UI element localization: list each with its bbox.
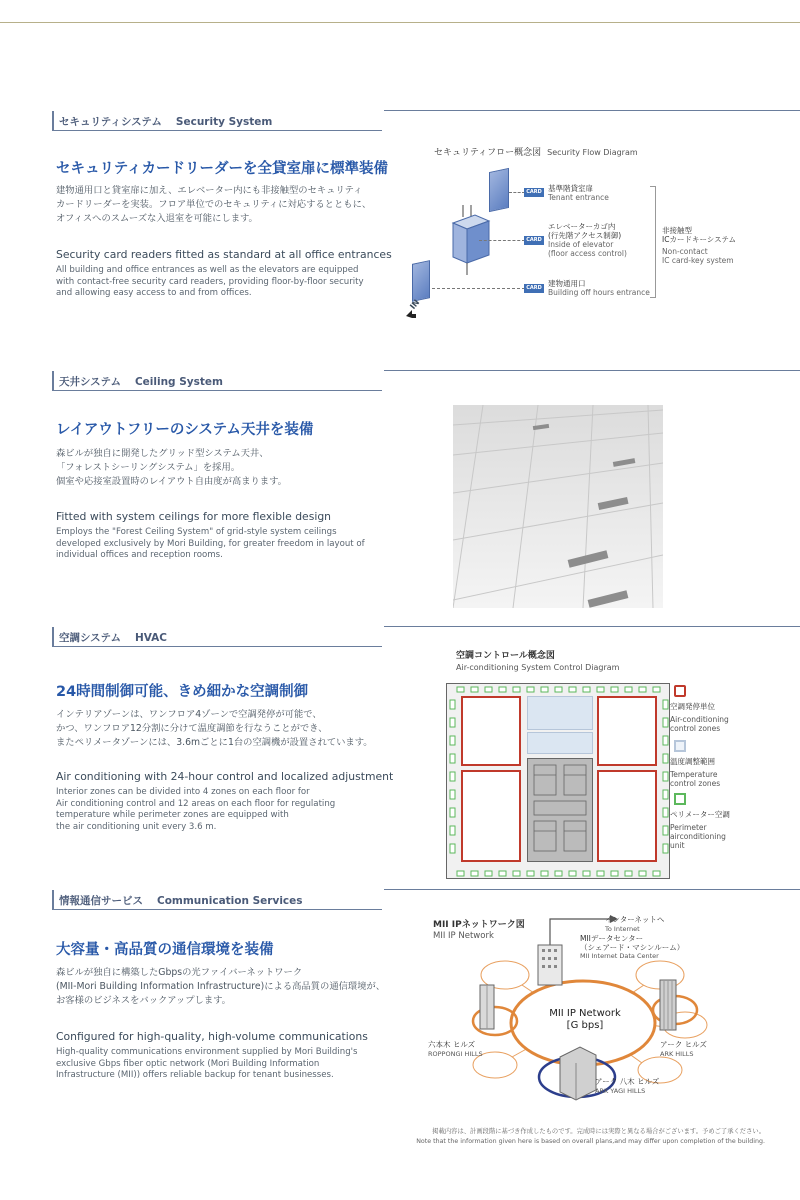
system-en-line: IC card-key system bbox=[662, 256, 734, 265]
system-en-line: Non-contact bbox=[662, 247, 708, 256]
hvac-body-ja bbox=[56, 708, 396, 750]
security-section-rule bbox=[384, 110, 800, 111]
security-header-ja: セキュリティシステム bbox=[59, 116, 162, 128]
legend-en: airconditioning bbox=[670, 832, 726, 841]
ceiling-section-header bbox=[52, 371, 382, 391]
body-line: またペリメータゾーンには、3.6mごとに1台の空調機が設置されています。 bbox=[56, 737, 373, 748]
ceiling-header-en: Ceiling System bbox=[134, 376, 223, 388]
temperature-zone bbox=[527, 732, 593, 754]
ceiling-body-ja bbox=[56, 447, 396, 489]
body-line: and allowing easy access to and from offices. bbox=[56, 288, 252, 298]
hvac-section-header bbox=[52, 627, 382, 647]
ark-en: ARK HILLS bbox=[660, 1049, 694, 1058]
legend-en: Temperature bbox=[670, 770, 718, 779]
body-line: 「フォレストシーリングシステム」を採用。 bbox=[56, 462, 241, 473]
body-line: Air conditioning control and 12 areas on each floor for regulating bbox=[56, 798, 336, 809]
security-section-header bbox=[52, 111, 382, 131]
legend-swatch-temperature bbox=[674, 740, 686, 752]
roppongi-tower-icon bbox=[480, 985, 494, 1029]
elevator-card-icon: CARD bbox=[524, 236, 544, 245]
legend-ja: 空調発停単位 bbox=[670, 702, 715, 711]
hvac-section-rule bbox=[384, 626, 800, 627]
comm-section-rule bbox=[384, 889, 800, 890]
ceiling-header-ja: 天井システム bbox=[59, 376, 121, 388]
hvac-headline-en: Air conditioning with 24-hour control and localized adjustment bbox=[56, 770, 394, 783]
offhours-door-icon bbox=[412, 260, 430, 302]
hvac-headline-ja: 24時間制御可能、きめ細かな空調制御 bbox=[56, 684, 309, 700]
elevator-en-line: (floor access control) bbox=[548, 249, 627, 258]
security-body-ja bbox=[56, 184, 396, 226]
arkyagi-tower-icon bbox=[560, 1047, 596, 1100]
elevator-ja-line: エレベーターカゴ内 bbox=[548, 222, 616, 231]
body-line: the air conditioning unit every 3.6 m. bbox=[56, 821, 217, 832]
system-bracket bbox=[650, 186, 656, 298]
body-line: 森ビルが独自に構築したGbpsの光ファイバーネットワーク bbox=[56, 967, 303, 978]
elevator-en-line: Inside of elevator bbox=[548, 240, 614, 249]
body-line: with contact-free security card readers, providing floor-by-floor security bbox=[56, 276, 364, 287]
hvac-header-ja: 空調システム bbox=[59, 632, 121, 644]
ceiling-photo bbox=[453, 405, 663, 608]
system-ja-line: ICカードキーシステム bbox=[662, 235, 737, 244]
hvac-header-en: HVAC bbox=[134, 632, 167, 644]
body-line: individual offices and reception rooms. bbox=[56, 550, 223, 560]
tenant-entrance-en: Tenant entrance bbox=[548, 193, 609, 202]
hvac-control-zone bbox=[461, 696, 521, 766]
datacenter-building-icon bbox=[538, 945, 562, 985]
body-line: インテリアゾーンは、ワンフロア4ゾーンで空調発停が可能で、 bbox=[56, 709, 322, 720]
body-line: Infrastructure (MII)) offers reliable backup for tenant businesses. bbox=[56, 1070, 334, 1080]
offhours-ja: 建物通用口 bbox=[548, 279, 586, 288]
internet-en: To Internet bbox=[605, 924, 640, 933]
offhours-dash-line bbox=[432, 288, 525, 289]
security-body-en bbox=[56, 265, 401, 300]
hvac-control-zone bbox=[597, 770, 657, 862]
body-line: かつ、ワンフロア12分割に分けて温度調節を行なうことができ、 bbox=[56, 723, 328, 734]
network-diagram-title-en: MII IP Network bbox=[433, 931, 494, 941]
system-ja-line: 非接触型 bbox=[662, 226, 692, 235]
hvac-floor-plan bbox=[446, 683, 670, 879]
datacenter-ja-line: （シェアード・マシンルーム） bbox=[580, 942, 685, 952]
top-rule bbox=[0, 22, 800, 23]
body-line: High-quality communications environment supplied by Mori Building's bbox=[56, 1047, 358, 1057]
legend-en: Perimeter bbox=[670, 823, 707, 832]
roppongi-en: ROPPONGI HILLS bbox=[428, 1049, 483, 1058]
body-line: (MII-Mori Building Information Infrastructure)による高品質の通信環境が、 bbox=[56, 981, 386, 992]
hvac-body-en bbox=[56, 787, 401, 833]
body-line: 個室や応接室設置時のレイアウト自由度が高まります。 bbox=[56, 476, 287, 487]
temperature-zone bbox=[527, 696, 593, 730]
roppongi-label bbox=[428, 1041, 483, 1058]
internet-label bbox=[605, 916, 664, 933]
tenant-dash-line bbox=[509, 192, 525, 193]
ark-label bbox=[660, 1041, 707, 1058]
comm-section-header bbox=[52, 890, 382, 910]
ceiling-headline-ja: レイアウトフリーのシステム天井を装備 bbox=[56, 422, 314, 438]
elevator-ja-line: (行先階アクセス制御) bbox=[548, 231, 622, 240]
in-label: IN bbox=[408, 297, 422, 312]
body-line: お客様のビジネスをバックアップします。 bbox=[56, 995, 231, 1006]
offhours-card-icon: CARD bbox=[524, 284, 544, 293]
comm-header-ja: 情報通信サービス bbox=[59, 895, 143, 907]
internet-ja: インターネットへ bbox=[605, 915, 665, 924]
footnote-ja: 掲載内容は、計画段階に基づき作成したものです。完成時には実際と異なる場合がございます。予めご了承ください。 bbox=[432, 1128, 765, 1135]
legend-en: control zones bbox=[670, 724, 721, 733]
legend-en: Air-conditioning bbox=[670, 715, 729, 724]
body-line: カードリーダーを実装。フロア単位でのセキュリティに対応するとともに、 bbox=[56, 199, 372, 210]
body-line: 森ビルが独自に開発したグリッド型システム天井、 bbox=[56, 448, 269, 459]
legend-temperature-zones bbox=[670, 757, 720, 788]
ark-ja: アーク ヒルズ bbox=[660, 1040, 707, 1049]
elevator-label bbox=[548, 222, 627, 258]
legend-perimeter bbox=[670, 810, 730, 850]
legend-control-zones bbox=[670, 702, 729, 733]
ceiling-section-rule bbox=[384, 370, 800, 371]
legend-ja: 温度調整範囲 bbox=[670, 757, 715, 766]
comm-headline-en: Configured for high-quality, high-volume communications bbox=[56, 1030, 368, 1043]
offhours-label bbox=[548, 279, 650, 297]
arkyagi-label bbox=[595, 1078, 659, 1095]
offhours-en: Building off hours entrance bbox=[548, 288, 650, 297]
elevator-dash-line bbox=[479, 240, 525, 241]
hvac-control-zone bbox=[597, 696, 657, 766]
body-line: All building and office entrances as well as the elevators are equipped bbox=[56, 265, 359, 275]
body-line: 建物通用口と貸室扉に加え、エレベーター内にも非接触型のセキュリティ bbox=[56, 185, 363, 196]
tenant-entrance-ja: 基準階貸室扉 bbox=[548, 184, 593, 193]
hvac-diagram-title bbox=[456, 651, 619, 673]
tenant-card-icon: CARD bbox=[524, 188, 544, 197]
security-diagram-title-ja: セキュリティフロー概念図 bbox=[434, 148, 542, 158]
core-layout bbox=[528, 759, 594, 863]
arkyagi-en: ARK YAGI HILLS bbox=[595, 1086, 646, 1095]
ic-system-label bbox=[662, 226, 736, 265]
body-line: developed exclusively by Mori Building, for greater freedom in layout of bbox=[56, 538, 365, 549]
mii-network-line: MII IP Network bbox=[549, 1008, 621, 1019]
comm-headline-ja: 大容量・高品質の通信環境を装備 bbox=[56, 942, 274, 958]
ceiling-body-en bbox=[56, 527, 401, 562]
hvac-diagram-title-en: Air-conditioning System Control Diagram bbox=[456, 663, 620, 672]
legend-en: control zones bbox=[670, 779, 721, 788]
legend-ja: ペリメーター空調 bbox=[670, 810, 730, 819]
security-header-en: Security System bbox=[175, 116, 273, 128]
security-headline-en: Security card readers fitted as standard at all office entrances bbox=[56, 248, 392, 261]
footnote-en: Note that the information given here is based on overall plans,and may differ upon completion of the building. bbox=[416, 1138, 765, 1145]
body-line: temperature while perimeter zones are equipped with bbox=[56, 810, 289, 820]
legend-swatch-perimeter bbox=[674, 793, 686, 805]
body-line: Employs the "Forest Ceiling System" of grid-style system ceilings bbox=[56, 527, 337, 537]
roppongi-ja: 六本木 ヒルズ bbox=[428, 1040, 476, 1049]
body-line: Interior zones can be divided into 4 zones on each floor for bbox=[56, 787, 310, 797]
security-diagram-title bbox=[434, 145, 638, 158]
building-core bbox=[527, 758, 593, 862]
mii-network-line: [G bps] bbox=[566, 1020, 604, 1031]
datacenter-ja-line: MIIデータセンター bbox=[580, 934, 644, 943]
arkyagi-ja: アーク 八木 ヒルズ bbox=[595, 1077, 660, 1086]
comm-body-ja bbox=[56, 966, 396, 1008]
datacenter-en: MII Internet Data Center bbox=[580, 952, 659, 960]
body-line: exclusive Gbps fiber optic network (Mori Building Information bbox=[56, 1058, 320, 1069]
comm-body-en bbox=[56, 1047, 401, 1082]
security-headline-ja: セキュリティカードリーダーを全貸室扉に標準装備 bbox=[56, 161, 389, 177]
body-line: オフィスへのスムーズな入退室を可能にします。 bbox=[56, 213, 258, 224]
legend-en: unit bbox=[670, 841, 685, 850]
hvac-control-zone bbox=[461, 770, 521, 862]
datacenter-label bbox=[580, 935, 684, 961]
network-diagram-title-ja: MII IPネットワーク図 bbox=[433, 920, 525, 930]
comm-header-en: Communication Services bbox=[157, 895, 303, 907]
footnote bbox=[380, 1127, 765, 1147]
hvac-diagram-title-ja: 空調コントロール概念図 bbox=[456, 651, 555, 661]
mii-network-label bbox=[540, 1008, 630, 1032]
legend-swatch-control bbox=[674, 685, 686, 697]
ceiling-headline-en: Fitted with system ceilings for more flexible design bbox=[56, 510, 332, 523]
security-diagram-title-en: Security Flow Diagram bbox=[547, 148, 638, 157]
ark-tower-icon bbox=[660, 980, 676, 1030]
tenant-entrance-label bbox=[548, 184, 609, 202]
